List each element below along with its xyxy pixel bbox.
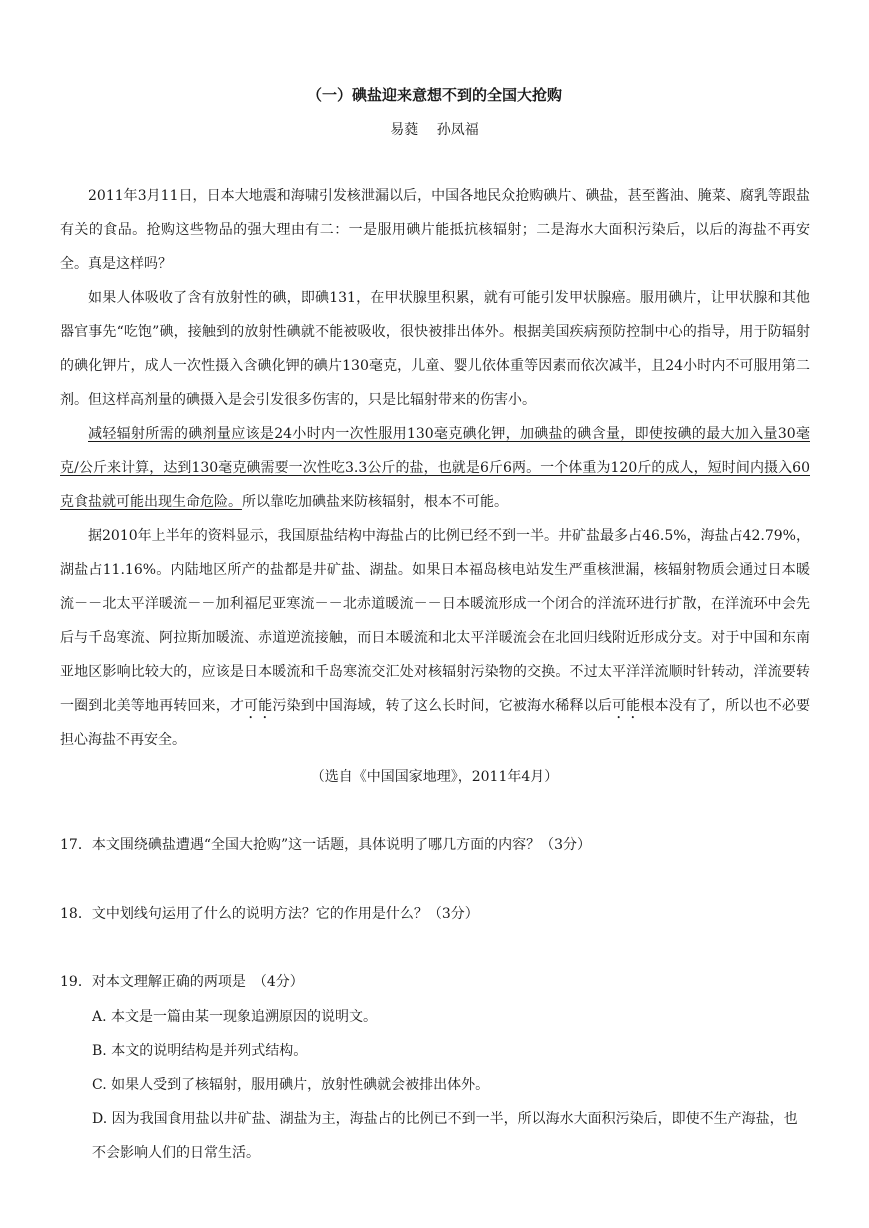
- article-paragraph-2: 如果人体吸收了含有放射性的碘，即碘131，在甲状腺里积累，就有可能引发甲状腺癌。服用碘片，让甲状腺和其他器官事先“吃饱”碘，接触到的放射性碘就不能被吸收，很快被排出体外。根据美国疾病预防控制中心的指导，用于防辐射的碘化钾片，成人一次性摄入含碘化钾的碘片130毫克，儿童、婴儿依体重等因素而依次减半，且24小时内不可服用第二剂。但这样高剂量的碘摄入是会引发很多伤害的，只是比辐射带来的伤害小。: [60, 290, 810, 408]
- author-name: 易蕤: [390, 122, 419, 138]
- article-paragraph-1: 2011年3月11日，日本大地震和海啸引发核泄漏以后，中国各地民众抢购碘片、碘盐，甚至酱油、腌菜、腐乳等跟盐有关的食品。抢购这些物品的强大理由有二：一是服用碘片能抵抗核辐射；二是海水大面积污染后，以后的海盐不再安全。真是这样吗？: [60, 188, 810, 272]
- question-18: 18．文中划线句运用了什么的说明方法？它的作用是什么？（3分）: [60, 906, 479, 922]
- article-title: （一）碘盐迎来意想不到的全国大抢购: [306, 86, 562, 104]
- emphasized-word: 可能: [612, 698, 641, 714]
- option-d-text: D. 因为我国食用盐以井矿盐、湖盐为主，海盐占的比例已不到一半，所以海水大面积污染后，即使不生产海盐，也不会影响人们的日常生活。: [92, 1111, 798, 1161]
- article-paragraph-3: [60, 417, 810, 519]
- author-name: 孙凤福: [436, 122, 479, 138]
- option-b: B. 本文的说明结构是并列式结构。: [92, 1043, 308, 1059]
- article-paragraph-4: [60, 519, 810, 757]
- paragraph-4-text: 污染到中国海域，转了这么长时间，它被海水稀释以后: [272, 698, 613, 714]
- article-authors: [0, 119, 869, 139]
- option-d: [92, 1102, 810, 1170]
- article-source: （选自《中国国家地理》，2011年4月）: [310, 769, 559, 785]
- paragraph-3-conclusion: 所以靠吃加碘盐来防核辐射，根本不可能。: [242, 494, 508, 510]
- question-17: 17．本文围绕碘盐遭遇“全国大抢购”这一话题，具体说明了哪几方面的内容？（3分）: [60, 837, 592, 853]
- option-a: A. 本文是一篇由某一现象追溯原因的说明文。: [92, 1009, 378, 1025]
- paragraph-4-text: 根本没有了，所以也不必要担心海盐不再安全。: [60, 698, 811, 748]
- emphasized-word: 可能: [244, 698, 273, 714]
- option-c: C. 如果人受到了核辐射，服用碘片，放射性碘就会被排出体外。: [92, 1077, 490, 1093]
- paragraph-4-text: 据2010年上半年的资料显示，我国原盐结构中海盐占的比例已经不到一半。井矿盐最多占46.5%，海盐占42.79%，湖盐占11.16%。内陆地区所产的盐都是井矿盐、湖盐。如果日本福岛核电站发生严重核泄漏，核辐射物质会通过日本暖流－－北太平洋暖流－－加利福尼亚寒流－－北赤道暖流－－日本暖流形成一个闭合的洋流环进行扩散，在洋流环中会先后与千岛寒流、阿拉斯加暖流、赤道逆流接触，而日本暖流和北太平洋暖流会在北回归线附近形成分支。对于中国和东南亚地区影响比较大的，应该是日本暖流和千岛寒流交汇处对核辐射污染物的交换。不过太平洋洋流顺时针转动，洋流要转一圈到北美等地再转回来，才: [60, 528, 810, 714]
- underlined-sentence: 减轻辐射所需的碘剂量应该是24小时内一次性服用130毫克碘化钾，加碘盐的碘含量，即使按碘的最大加入量30毫克/公斤来计算，达到130毫克碘需要一次性吃3.3公斤的盐，也就是6斤6两。一个体重为120斤的成人，短时间内摄入60克食盐就可能出现生命危险。: [60, 426, 810, 510]
- question-19: 19．对本文理解正确的两项是 （4分）: [60, 974, 304, 990]
